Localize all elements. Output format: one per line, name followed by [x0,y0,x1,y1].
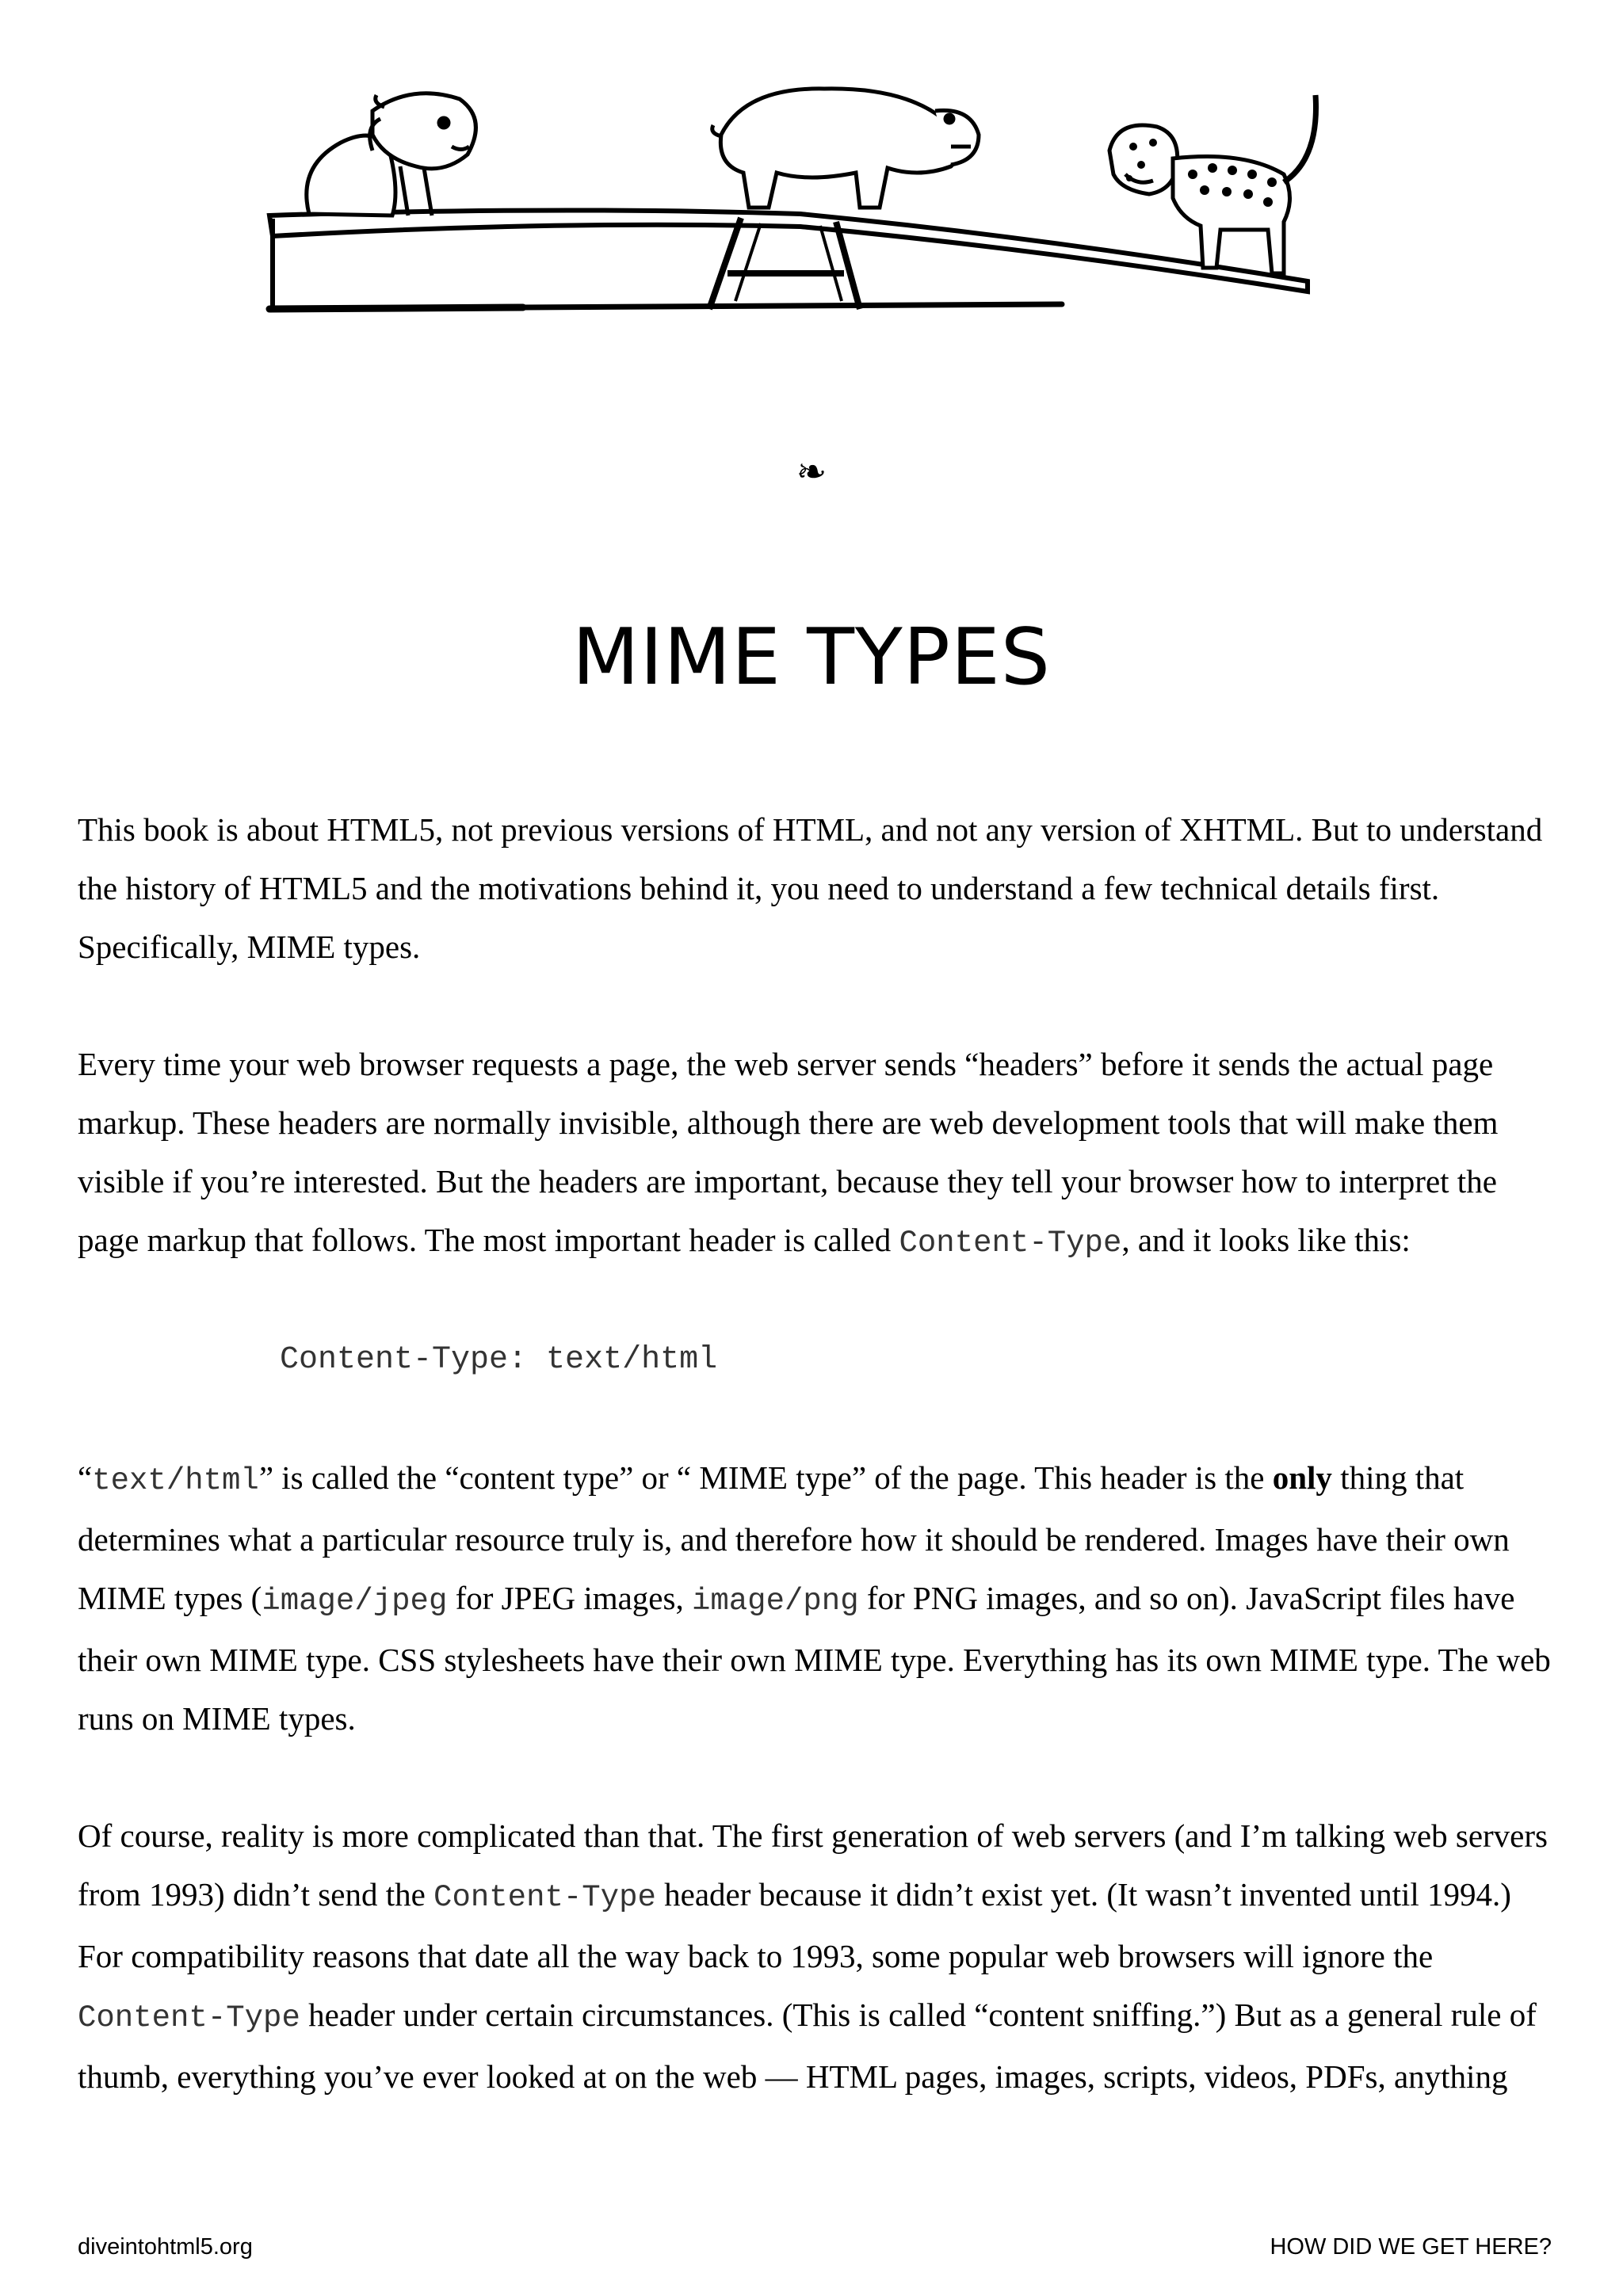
footer-site-name: diveintohtml5.org [78,2234,253,2260]
inline-code: image/png [691,1584,859,1619]
paragraph-text: ” is called the “content type” or “ MIME type” of the page. This header is the [258,1459,1273,1496]
paragraph-text: This book is about HTML5, not previous versions of HTML, and not any version of XHTML. But to understand the history of HTML5 and the motivations behind it, you need to understand a few technical details first. Specifically, MIME types. [78,811,1543,965]
paragraph-text: for PNG images, and so on). JavaScript files have their own MIME type. CSS stylesheets have their own MIME type. Everything has its own MIME type. The web runs on MIME types. [78,1580,1551,1737]
body-paragraph [78,1448,1560,1748]
paragraph-text: “ [78,1459,93,1496]
code-block: Content-Type: text/html [280,1342,718,1378]
inline-code: image/jpeg [262,1584,448,1619]
footer-chapter-title: HOW DID WE GET HERE? [1270,2234,1552,2260]
inline-code: text/html [92,1463,259,1498]
paragraph-text: Every time your web browser requests a page, the web server sends “headers” before it sends the actual page markup. These headers are normally invisible, although there are web development tools that will make them visible if you’re interested. But the headers are important, because they tell your browser how to interpret the page markup that follows. The most important header is called [78,1046,1499,1258]
paragraph-text: header because it didn’t exist yet. (It wasn’t invented until 1994.) For compatibility reasons that date all the way back to 1993, some popular web browsers will ignore the [78,1876,1511,1974]
inline-code: Content-Type [899,1226,1122,1261]
inline-code: Content-Type [433,1880,656,1915]
body-paragraph [78,800,1560,976]
page-title: MIME TYPES [571,612,1052,703]
paragraph-text: Of course, reality is more complicated than that. The first generation of web servers (and I’m talking web servers from 1993) didn’t send the [78,1817,1548,1913]
hippo-figure [712,89,979,208]
paragraph-text: for JPEG images, [447,1580,692,1616]
paragraph-text: thing that determines what a particular resource truly is, and therefore how it should be rendered. Images have their own MIME types ( [78,1459,1510,1616]
lion-figure [307,93,476,215]
paragraph-text: header under certain circumstances. (This is called “content sniffing.”) But as a general rule of thumb, everything you’ve ever looked at on the web — HTML pages, images, scripts, videos, PDFs, anything [78,1997,1537,2095]
emphasis-text: only [1272,1459,1332,1496]
article-body [78,800,1560,2164]
seesaw-animals-illustration [254,71,1331,333]
body-paragraph [78,1035,1560,1272]
leopard-figure [1109,95,1316,273]
section-fleuron: ❧ [796,450,827,493]
body-paragraph [78,1806,1560,2106]
paragraph-text: , and it looks like this: [1121,1222,1411,1258]
inline-code: Content-Type [78,2000,300,2035]
